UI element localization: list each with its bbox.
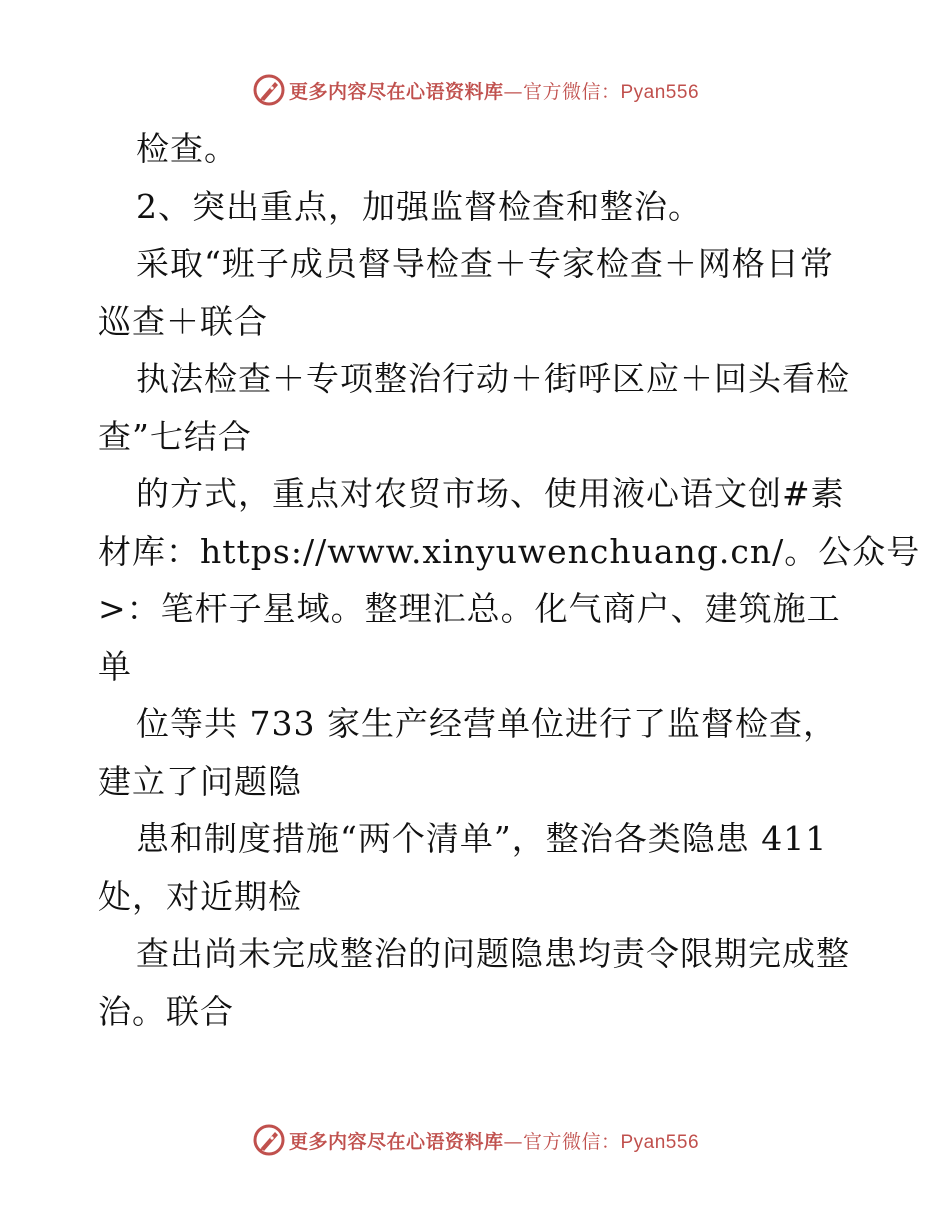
document-body <box>98 120 921 1040</box>
text-line: 处，对近期检 <box>98 876 302 916</box>
text-line: >：笔杆子星域。整理汇总。化气商户、建筑施工 <box>98 589 841 628</box>
watermark-text <box>289 1127 699 1154</box>
watermark-site-name: 更多内容尽在心语资料库 <box>288 1130 504 1153</box>
text-line: 材库：https://www.xinyuwenchuang.cn/。公众号 <box>98 531 921 571</box>
watermark-separator: — <box>503 80 523 103</box>
text-line: 执法检查＋专项整治行动＋街呼区应＋回头看检 <box>136 359 850 398</box>
text-line: 查”七结合 <box>98 416 252 456</box>
pen-nib-logo-icon <box>251 72 287 108</box>
watermark-text <box>289 77 699 104</box>
text-line: 查出尚未完成整治的问题隐患均责令限期完成整 <box>136 934 850 973</box>
text-line: 巡查＋联合 <box>98 301 268 341</box>
watermark-handle: Pyan556 <box>620 81 700 103</box>
text-line: 建立了问题隐 <box>98 761 302 801</box>
text-line: 2、突出重点，加强监督检查和整治。 <box>136 186 702 226</box>
text-line: 患和制度措施“两个清单”，整治各类隐患 411 <box>136 819 828 858</box>
footer-watermark <box>0 1120 950 1160</box>
watermark-official-label: 官方微信： <box>522 1130 621 1153</box>
text-line: 的方式，重点对农贸市场、使用液心语文创#素 <box>136 474 845 513</box>
watermark-handle: Pyan556 <box>620 1131 700 1153</box>
text-line: 治。联合 <box>98 991 234 1031</box>
watermark-site-name: 更多内容尽在心语资料库 <box>288 80 504 103</box>
pen-nib-logo-icon <box>251 1122 287 1158</box>
text-line: 采取“班子成员督导检查＋专家检查＋网格日常 <box>136 244 834 283</box>
text-line: 位等共 733 家生产经营单位进行了监督检查， <box>136 704 837 743</box>
watermark-official-label: 官方微信： <box>522 80 621 103</box>
text-line: 单 <box>98 646 132 686</box>
watermark-separator: — <box>503 1130 523 1153</box>
header-watermark <box>0 70 950 110</box>
text-line: 检查。 <box>136 129 238 168</box>
